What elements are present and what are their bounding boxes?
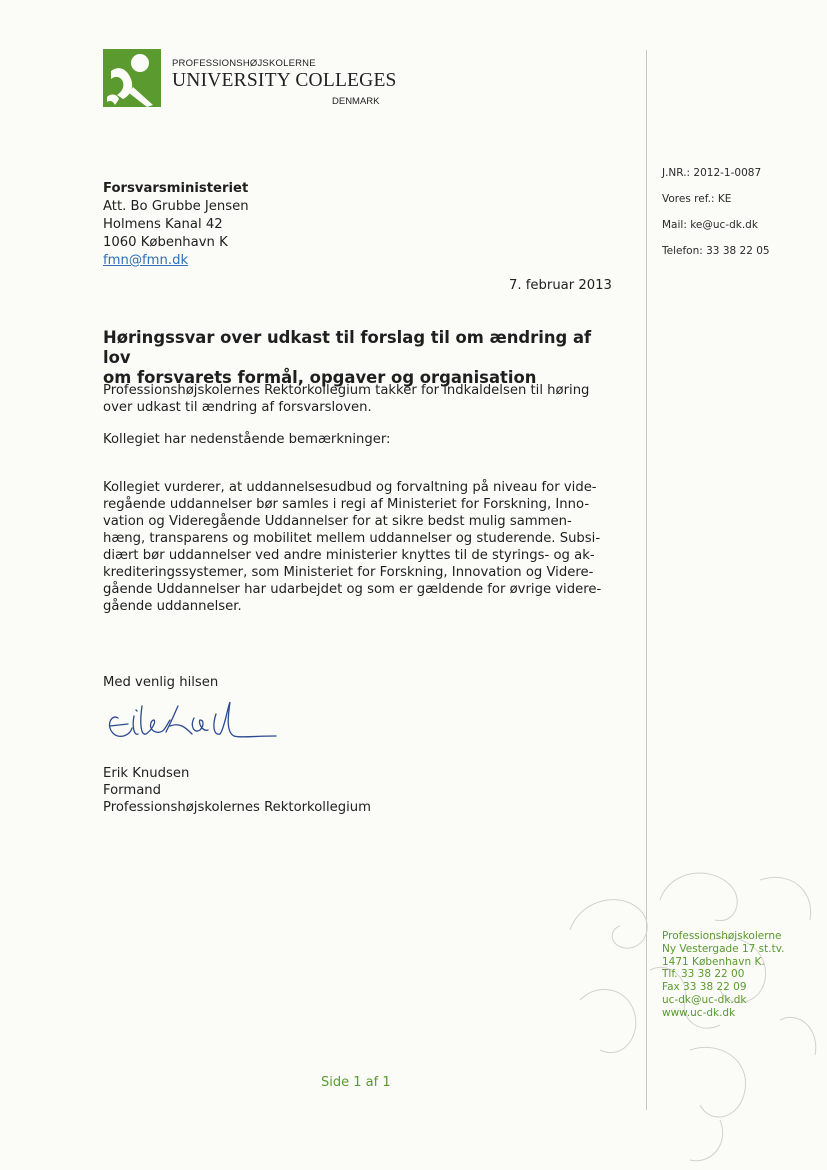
journal-number: J.NR.: 2012-1-0087 [662, 167, 762, 179]
sender-fax: Fax 33 38 22 09 [662, 981, 747, 994]
page-number: Side 1 af 1 [321, 1075, 391, 1090]
body-line: Kollegiet har nedenstående bemærkninger: [103, 432, 391, 447]
subject-line: om forsvarets formål, opgaver og organisation [103, 368, 537, 387]
recipient-attention: Att. Bo Grubbe Jensen [103, 199, 249, 214]
body-line: diært bør uddannelser ved andre ministerier knyttes til de styrings- og ak- [103, 548, 595, 563]
closing-salutation: Med venlig hilsen [103, 675, 219, 690]
reference-block [662, 160, 770, 264]
sender-web: www.uc-dk.dk [662, 1006, 736, 1019]
recipient-email-link[interactable]: fmn@fmn.dk [103, 253, 189, 268]
body-paragraph-2 [103, 431, 633, 448]
body-line: gående uddannelser. [103, 599, 242, 614]
recipient-address [103, 180, 249, 270]
body-line: gående Uddannelser har udarbejdet og som er gældende for øvrige videre- [103, 582, 602, 597]
recipient-city: 1060 København K [103, 235, 228, 250]
body-line: over udkast til ændring af forsvarsloven. [103, 400, 372, 415]
logo-country-text: DENMARK [332, 96, 380, 107]
sender-street: Ny Vestergade 17 st.tv. [662, 942, 785, 955]
body-line: Professionshøjskolernes Rektorkollegium takker for indkaldelsen til høring [103, 383, 590, 398]
logo-wordmark [172, 58, 397, 107]
body-paragraph-3 [103, 479, 633, 615]
body-paragraph-1 [103, 382, 633, 416]
contact-mail: Mail: ke@uc-dk.dk [662, 219, 758, 231]
signer-name: Erik Knudsen [103, 766, 190, 781]
body-line: regående uddannelser bør samles i regi af Ministeriet for Forskning, Inno- [103, 497, 590, 512]
our-reference: Vores ref.: KE [662, 193, 732, 205]
signer-block [103, 765, 371, 816]
contact-phone: Telefon: 33 38 22 05 [662, 245, 770, 257]
signer-title: Formand [103, 783, 162, 798]
body-line: Kollegiet vurderer, at uddannelsesudbud og forvaltning på niveau for vide- [103, 480, 597, 495]
body-line: hæng, transparens og mobilitet mellem uddannelser og studerende. Subsi- [103, 531, 601, 546]
recipient-street: Holmens Kanal 42 [103, 217, 223, 232]
recipient-organization: Forsvarsministeriet [103, 181, 249, 196]
sender-name: Professionshøjskolerne [662, 930, 782, 942]
body-line: krediteringssystemer, som Ministeriet for Forskning, Innovation og Videre- [103, 565, 594, 580]
sender-phone: Tlf. 33 38 22 00 [662, 968, 745, 981]
subject-line: Høringssvar over udkast til forslag til om ændring af lov [103, 328, 592, 367]
handwritten-signature [104, 696, 284, 748]
logo-icon [103, 49, 161, 107]
letter-subject [103, 328, 623, 388]
letter-date: 7. februar 2013 [509, 278, 612, 293]
body-line: vation og Videregående Uddannelser for at sikre bedst mulig sammen- [103, 514, 572, 529]
logo-main-text: UNIVERSITY COLLEGES [172, 70, 397, 91]
sender-address [662, 930, 784, 1020]
sender-city: 1471 København K. [662, 955, 765, 968]
signer-organization: Professionshøjskolernes Rektorkollegium [103, 800, 371, 815]
logo-top-text: PROFESSIONSHØJSKOLERNE [172, 58, 316, 69]
sender-email: uc-dk@uc-dk.dk [662, 993, 747, 1006]
